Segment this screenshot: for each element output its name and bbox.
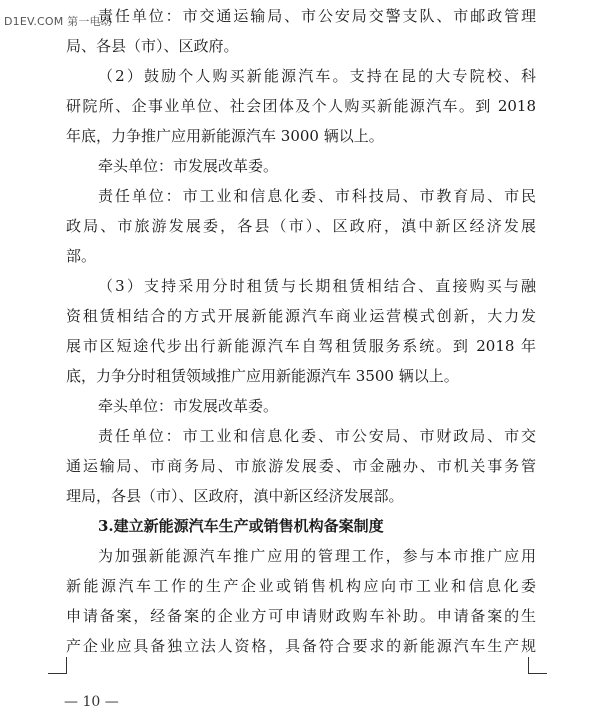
text-line: 产企业应具备独立法人资格，具备符合要求的新能源汽车生产规 (66, 637, 536, 655)
text-line: 为加强新能源汽车推广应用的管理工作，参与本市推广应用 (98, 547, 536, 565)
text-line: （2）鼓励个人购买新能源汽车。支持在昆的大专院校、科 (98, 67, 536, 85)
text-line: 通运输局、市商务局、市旅游发展委、市金融办、市机关事务管 (66, 457, 536, 475)
page-number: — 10 — (64, 694, 119, 710)
text-line: （3）支持采用分时租赁与长期租赁相结合、直接购买与融 (98, 277, 536, 295)
text-line: 牵头单位：市发展改革委。 (98, 157, 279, 175)
text-line: 政局、市旅游发展委，各县（市）、区政府，滇中新区经济发展 (66, 217, 536, 235)
text-line: 年底，力争推广应用新能源汽车 3000 辆以上。 (66, 127, 384, 145)
text-line: 新能源汽车工作的生产企业或销售机构应向市工业和信息化委 (66, 577, 536, 595)
text-line: 资租赁相结合的方式开展新能源汽车商业运营模式创新，大力发 (66, 307, 536, 325)
text-line: 责任单位：市工业和信息化委、市科技局、市教育局、市民 (98, 187, 536, 205)
watermark-text: D1EV.COM 第一电动 (4, 15, 112, 28)
text-line: 理局，各县（市）、区政府，滇中新区经济发展部。 (66, 487, 404, 505)
section-heading: 3.建立新能源汽车生产或销售机构备案制度 (98, 517, 384, 535)
text-line: 责任单位：市交通运输局、市公安局交警支队、市邮政管理 (98, 7, 536, 25)
crop-mark-left (48, 657, 67, 674)
text-line: 底，力争分时租赁领域推广应用新能源汽车 3500 辆以上。 (66, 367, 459, 385)
text-line: 局、各县（市）、区政府。 (66, 37, 239, 55)
text-line: 研院所、企事业单位、社会团体及个人购买新能源汽车。到 2018 (66, 97, 536, 115)
text-line: 展市区短途代步出行新能源汽车自驾租赁服务系统。到 2018 年 (66, 337, 536, 355)
text-line: 牵头单位：市发展改革委。 (98, 397, 279, 415)
text-line: 申请备案，经备案的企业方可申请财政购车补助。申请备案的生 (66, 607, 536, 625)
text-line: 部。 (66, 247, 97, 265)
text-line: 责任单位：市工业和信息化委、市公安局、市财政局、市交 (98, 427, 536, 445)
crop-mark-right (528, 657, 547, 674)
